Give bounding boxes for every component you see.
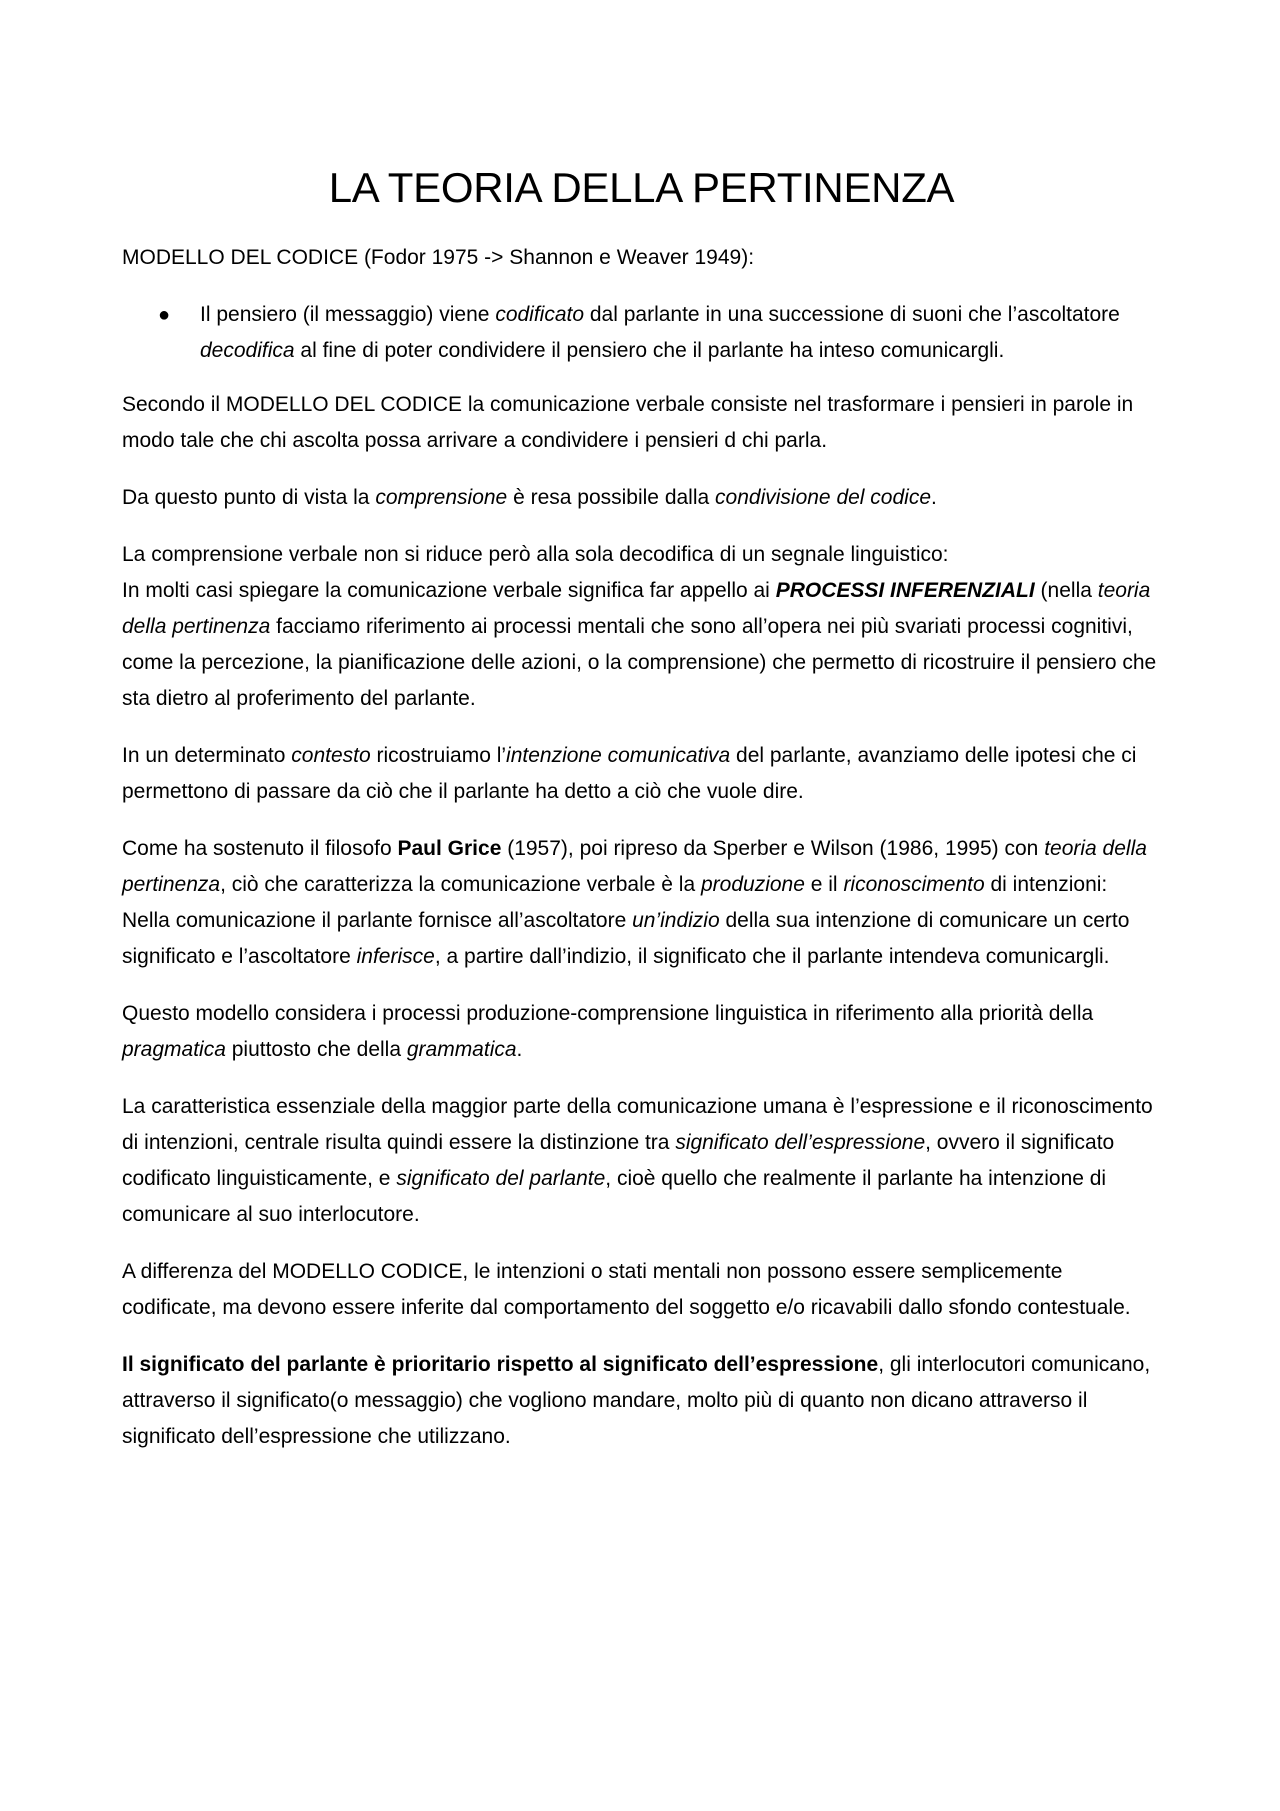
document-body bbox=[122, 240, 1161, 1455]
paragraph-da-questo-punto: Da questo punto di vista la comprensione è resa possibile dalla condivisione del codice. bbox=[122, 486, 937, 509]
paragraph-comprensione-verbale: La comprensione verbale non si riduce però alla sola decodifica di un segnale linguistico: In molti casi spiegare la comunicazione verbale significa far appello ai PROCESSI INFERENZIALI (nella teoria della pertinenza facciamo riferimento ai processi mentali che sono all’opera nei più svariati processi cognitivi, come la percezione, la pianificazione delle azioni, o la comprensione) che permetto di ricostruire il pensiero che sta dietro al proferimento del parlante. bbox=[122, 543, 1157, 710]
heading-modello-del-codice: MODELLO DEL CODICE (Fodor 1975 -> Shannon e Weaver 1949): bbox=[122, 246, 755, 269]
paragraph-secondo: Secondo il MODELLO DEL CODICE la comunicazione verbale consiste nel trasformare i pensieri in parole in modo tale che chi ascolta possa arrivare a condividere i pensieri d chi parla. bbox=[122, 393, 1134, 452]
bullet-list bbox=[122, 297, 1161, 369]
paragraph-finale: Il significato del parlante è prioritario rispetto al significato dell’espressione, gli interlocutori comunicano, attraverso il significato(o messaggio) che vogliono mandare, molto più di quanto non dicano attraverso il significato dell’espressione che utilizzano. bbox=[122, 1353, 1151, 1448]
list-item: ● Il pensiero (il messaggio) viene codificato dal parlante in una successione di suoni che l’ascoltatore decodifica al fine di poter condividere il pensiero che il parlante ha inteso comunicargli. bbox=[200, 297, 1161, 369]
paragraph-paul-grice: Come ha sostenuto il filosofo Paul Grice (1957), poi ripreso da Sperber e Wilson (1986, 1995) con teoria della pertinenza, ciò che caratterizza la comunicazione verbale è la produzione e il riconoscimento di intenzioni: Nella comunicazione il parlante fornisce all’ascoltatore un’indizio della sua intenzione di comunicare un certo significato e l’ascoltatore inferisce, a partire dall’indizio, il significato che il parlante intendeva comunicargli. bbox=[122, 837, 1147, 968]
bullet-icon: ● bbox=[158, 304, 171, 326]
paragraph-questo-modello: Questo modello considera i processi produzione-comprensione linguistica in riferimento alla priorità della pragmatica piuttosto che della grammatica. bbox=[122, 1002, 1094, 1061]
paragraph-contesto: In un determinato contesto ricostruiamo l’intenzione comunicativa del parlante, avanziamo delle ipotesi che ci permettono di passare da ciò che il parlante ha detto a ciò che vuole dire. bbox=[122, 744, 1137, 803]
paragraph-caratteristica: La caratteristica essenziale della maggior parte della comunicazione umana è l’espressione e il riconoscimento di intenzioni, centrale risulta quindi essere la distinzione tra significato dell’espressione, ovvero il significato codificato linguisticamente, e significato del parlante, cioè quello che realmente il parlante ha intenzione di comunicare al suo interlocutore. bbox=[122, 1095, 1153, 1226]
page-title: LA TEORIA DELLA PERTINENZA bbox=[328, 164, 955, 211]
paragraph-differenza: A differenza del MODELLO CODICE, le intenzioni o stati mentali non possono essere semplicemente codificate, ma devono essere inferite dal comportamento del soggetto e/o ricavabili dallo sfondo contestuale. bbox=[122, 1260, 1131, 1319]
